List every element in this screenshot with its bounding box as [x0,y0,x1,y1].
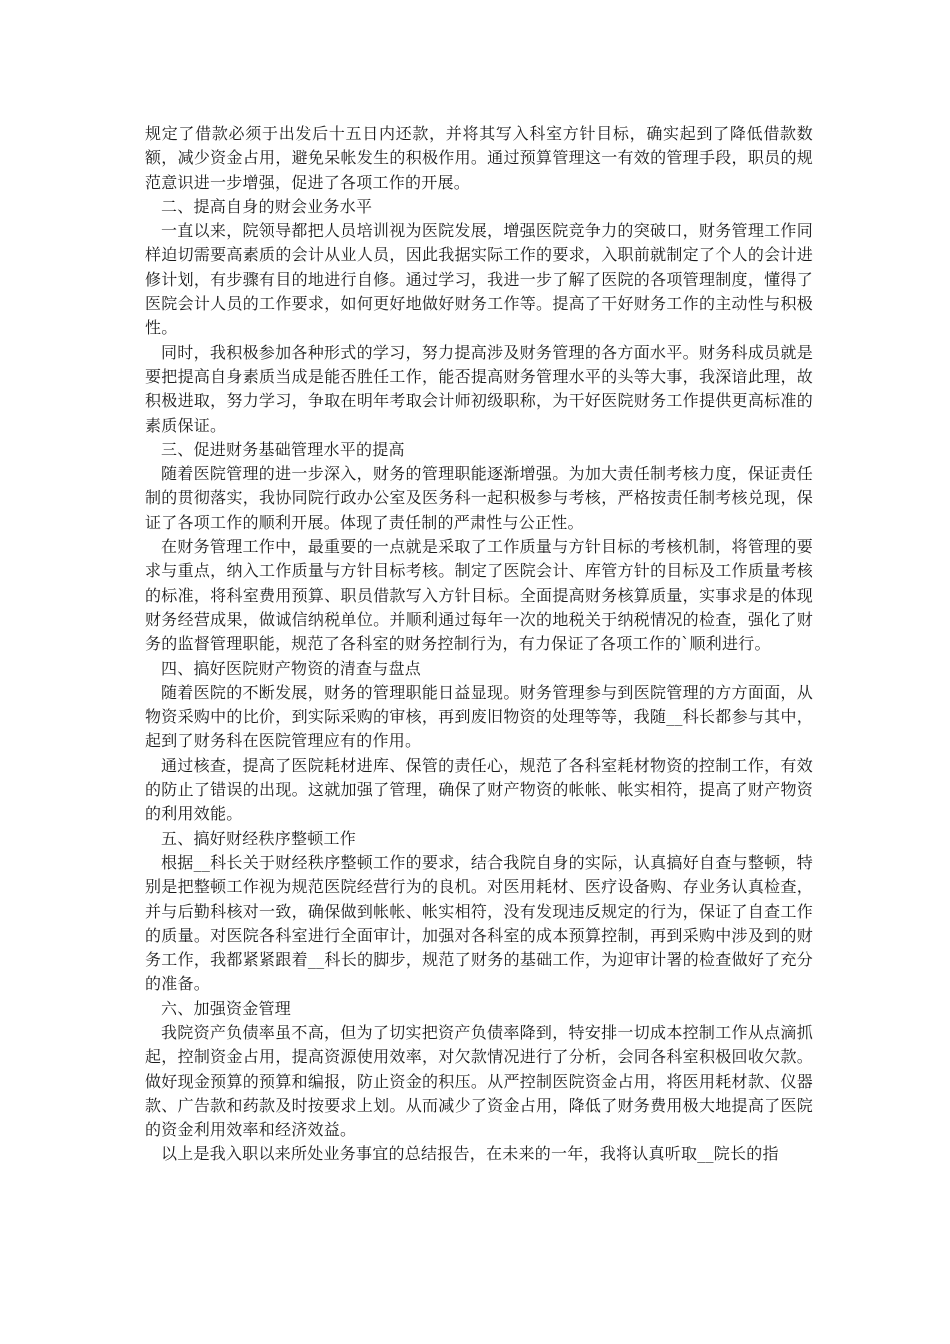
paragraph: 一直以来，院领导都把人员培训视为医院发展，增强医院竞争力的突破口，财务管理工作同样迫切需要高素质的会计从业人员，因此我据实际工作的要求，入职前就制定了个人的会计进修计划，有步骤有目的地进行自修。通过学习，我进一步了解了医院的各项管理制度，懂得了医院会计人员的工作要求，如何更好地做好财务工作等。提高了干好财务工作的主动性与积极性。 [145,221,813,338]
paragraph: 根据__科长关于财经秩序整顿工作的要求，结合我院自身的实际，认真搞好自查与整顿，特别是把整顿工作视为规范医院经营行为的良机。对医用耗材、医疗设备购、存业务认真检查，并与后勤科核对一致，确保做到帐帐、帐实相符，没有发现违反规定的行为，保证了自查工作的质量。对医院各科室进行全面审计，加强对各科室的成本预算控制，再到采购中涉及到的财务工作，我都紧紧跟着__科长的脚步，规范了财务的基础工作，为迎审计署的检查做好了充分的准备。 [145,852,813,994]
paragraph: 我院资产负债率虽不高，但为了切实把资产负债率降到，特安排一切成本控制工作从点滴抓起，控制资金占用，提高资源使用效率，对欠款情况进行了分析，会同各科室积极回收欠款。做好现金预算的预算和编报，防止资金的积压。从严控制医院资金占用，将医用耗材款、仪器款、广告款和药款及时按要求上划。从而减少了资金占用，降低了财务费用极大地提高了医院的资金利用效率和经济效益。 [145,1022,813,1140]
paragraph: 同时，我积极参加各种形式的学习，努力提高涉及财务管理的各方面水平。财务科成员就是要把提高自身素质当成是能否胜任工作，能否提高财务管理水平的头等大事，我深谙此理，故积极进取，努力学习，争取在明年考取会计师初级职称，为干好医院财务工作提供更高标准的素质保证。 [145,342,813,435]
paragraph: 通过核查，提高了医院耗材进库、保管的责任心，规范了各科室耗材物资的控制工作，有效的防止了错误的出现。这就加强了管理，确保了财产物资的帐帐、帐实相符，提高了财产物资的利用效能。 [145,755,813,824]
paragraph: 随着医院的不断发展，财务的管理职能日益显现。财务管理参与到医院管理的方方面面，从物资采购中的比价，到实际采购的审核，再到废旧物资的处理等等，我随__科长都参与其中，起到了财务科在医院管理应有的作用。 [145,682,813,751]
section-heading-2: 二、提高自身的财会业务水平 [161,196,373,216]
paragraph: 在财务管理工作中，最重要的一点就是采取了工作质量与方针目标的考核机制，将管理的要求与重点，纳入工作质量与方针目标考核。制定了医院会计、库管方针的目标及工作质量考核的标准，将科室费用预算、职员借款写入方针目标。全面提高财务核算质量，实事求是的体现财务经营成果，做诚信纳税单位。并顺利通过每年一次的地税关于纳税情况的检查，强化了财务的监督管理职能，规范了各科室的财务控制行为，有力保证了各项工作的`顺利进行。 [145,537,813,654]
document-page [145,122,813,1167]
paragraph: 以上是我入职以来所处业务事宜的总结报告，在未来的一年，我将认真听取__院长的指 [161,1144,779,1164]
paragraph: 随着医院管理的进一步深入，财务的管理职能逐渐增强。为加大责任制考核力度，保证责任制的贯彻落实，我协同院行政办公室及医务科一起积极参与考核，严格按责任制考核兑现，保证了各项工作的顺利开展。体现了责任制的严肃性与公正性。 [145,464,813,532]
section-heading-4: 四、搞好医院财产物资的清查与盘点 [161,658,422,678]
section-heading-6: 六、加强资金管理 [161,998,292,1018]
section-heading-3: 三、促进财务基础管理水平的提高 [161,439,405,459]
paragraph-continued: 规定了借款必须于出发后十五日内还款，并将其写入科室方针目标，确实起到了降低借款数额，减少资金占用，避免呆帐发生的积极作用。通过预算管理这一有效的管理手段，职员的规范意识进一步增强，促进了各项工作的开展。 [145,124,813,192]
section-heading-5: 五、搞好财经秩序整顿工作 [161,828,357,848]
